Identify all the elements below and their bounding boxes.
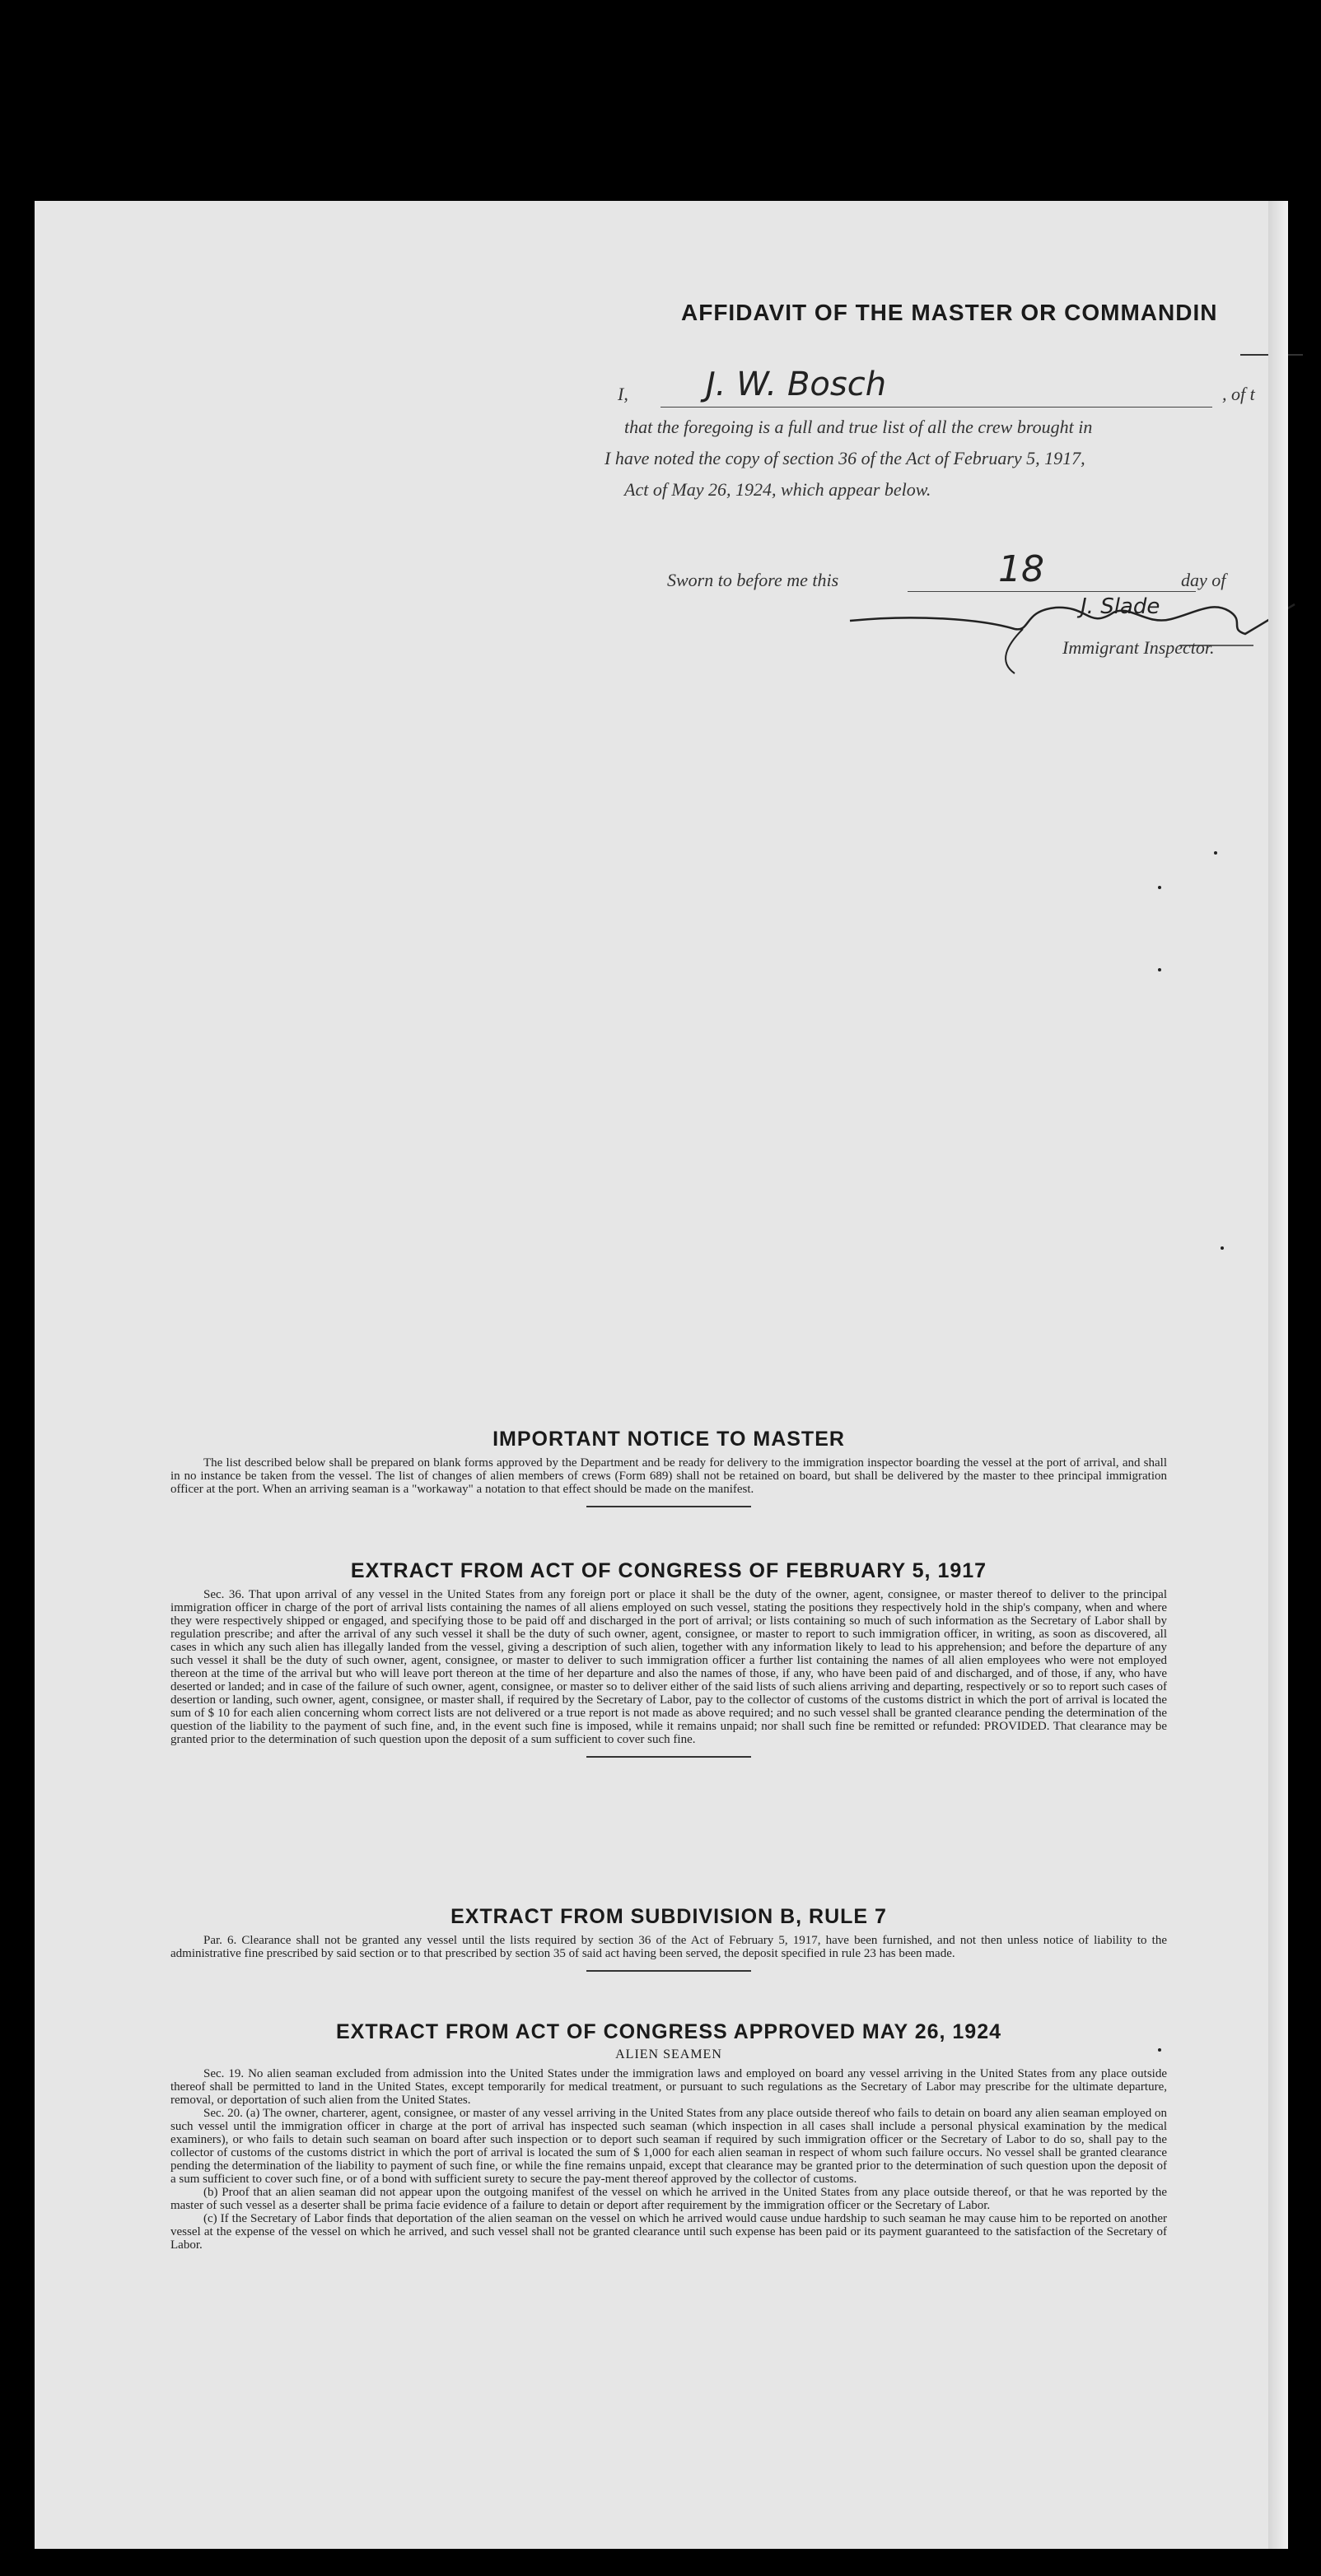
inspector-signature-scrawl xyxy=(817,596,1303,687)
affidavit-title: AFFIDAVIT OF THE MASTER OR COMMANDIN xyxy=(681,300,1218,325)
paragraph-sec-20b: (b) Proof that an alien seaman did not appear upon the outgoing manifest of the vessel on which he arrived in the United States from any place outside thereof, or that he was reported by the master of such vessel as a deserter shall be prima facie evidence of a failure to detain or deport after requirement by the immigration officer or the Secretary of Labor. xyxy=(170,2186,1167,2212)
day-of-text: day of xyxy=(1181,570,1226,590)
important-notice-title: IMPORTANT NOTICE TO MASTER xyxy=(492,1428,845,1451)
paragraph-sec-20c: (c) If the Secretary of Labor finds that deportation of the alien seaman on the vessel on which he arrived would cause undue hardship to such seaman he may cause him to be reported on another vessel at the expense of the vessel on which he arrived, and such vessel shall not be granted clearance until such expense has been paid or its payment guaranteed to the satisfaction of the Secretary of Labor. xyxy=(170,2212,1167,2252)
inspector-signature: J. Slade xyxy=(1081,594,1160,619)
affidavit-line2: that the foregoing is a full and true list of all the crew brought in xyxy=(624,417,1093,437)
affidavit-line3: I have noted the copy of section 36 of the Act of February 5, 1917, xyxy=(604,448,1085,468)
affidavit-line4: Act of May 26, 1924, which appear below. xyxy=(624,479,931,500)
scan-speck xyxy=(1214,851,1217,855)
rule7-title: EXTRACT FROM SUBDIVISION B, RULE 7 xyxy=(450,1905,887,1928)
affidavit-line1-suffix: , of t xyxy=(1222,384,1255,404)
paragraph-sec-20a: Sec. 20. (a) The owner, charterer, agent, consignee, or master of any vessel arriving in the United States from any place outside thereof who fails to detain on board any alien seaman employed on such vessel until the immigration officer in charge at the port of arrival has inspected such seaman (which inspection in all cases shall include a personal physical examination by the medical examiners), or who fails to detain such seaman on board after such inspection or to deport such seaman if required by such immigration officer or the Secretary of Labor to do so, shall pay to the collector of customs of the customs district in which the port of arrival is located the sum of $ 1,000 for each alien seaman in respect of whom such failure occurs. No vessel shall be granted clearance pending the determination of the liability to payment of such fine, or while the fine remains unpaid, except that clearance may be granted prior to the determination of such question upon the deposit of a sum sufficient to cover such fine, or of a bond with sufficient surety to secure the pay-ment thereof approved by the collector of customs. xyxy=(170,2107,1167,2186)
extract-1917-title: EXTRACT FROM ACT OF CONGRESS OF FEBRUARY 5, 1917 xyxy=(350,1559,987,1582)
important-notice-section xyxy=(170,1428,1167,1507)
rule7-section xyxy=(170,1905,1167,1972)
page-edge xyxy=(1268,201,1288,2549)
master-signature: J. W. Bosch xyxy=(706,366,887,403)
important-notice-body: The list described below shall be prepared on blank forms approved by the Department and be ready for delivery to the immigration inspector boarding the vessel at the port of arrival, and shall in no instance be taken from the vessel. The list of changes of alien members of crews (Form 689) shall not be retained on board, but shall be delivered by the master to thee principal immigration officer at the port. When an arriving seaman is a "workaway" a notation to that effect should be made on the manifest. xyxy=(170,1456,1167,1496)
document-sheet xyxy=(35,201,1288,2549)
alien-seamen-subtitle: ALIEN SEAMEN xyxy=(615,2047,722,2061)
name-fill-line xyxy=(660,407,1212,408)
day-fill-line xyxy=(908,591,1196,592)
paragraph-sec-19: Sec. 19. No alien seaman excluded from admission into the United States under the immigration laws and employed on board any vessel arriving in the United States from any place outside thereof shall be permitted to land in the United States, except temporarily for medical treatment, or pursuant to such regulations as the Secretary of Labor may prescribe for the ultimate departure, removal, or deportation of such alien from the United States. xyxy=(170,2067,1167,2107)
scan-speck xyxy=(1158,2048,1161,2052)
extract-1924-title: EXTRACT FROM ACT OF CONGRESS APPROVED MAY 26, 1924 xyxy=(335,2020,1002,2043)
scan-speck xyxy=(1221,1246,1224,1250)
affidavit-line1-prefix: I, xyxy=(618,384,628,404)
section-divider xyxy=(586,1756,751,1758)
sheet-content xyxy=(35,201,1303,2549)
extract-1917-body: Sec. 36. That upon arrival of any vessel in the United States from any foreign port or place it shall be the duty of the owner, agent, consignee, or master thereof to deliver to the principal immigration officer in charge of the port of arrival lists containing the names of all aliens employed on such vessel, stating the positions they respectively hold in the ship's company, when and where they were respectively shipped or engaged, and specifying those to be paid off and discharged in the port of arrival; or lists containing so much of such information as the Secretary of Labor shall by regulation prescribe; and after the arrival of any such vessel it shall be the duty of such owner, agent, consignee, or master to report to such immigration officer, in writing, as soon as discovered, all cases in which any such alien has illegally landed from the vessel, giving a description of such alien, together with any information likely to lead to his apprehension; and before the departure of any such vessel it shall be the duty of such owner, agent, consignee, or master to deliver to such immigration officer a further list containing the names of all alien employees who were not employed thereon at the time of the arrival but who will leave port thereon at the time of her departure and also the names of those, if any, who have been paid of and discharged, and of those, if any, who have deserted or landed; and in case of the failure of such owner, agent, consignee, or master so to deliver either of the said lists of such aliens arriving and departing, respectively or so to report such cases of desertion or landing, such owner, agent, consignee, or master shall, if required by the Secretary of Labor, pay to the collector of customs of the customs district in which the port of arrival is located the sum of $ 10 for each alien concerning whom correct lists are not delivered or a true report is not made as above required; and no such vessel shall be granted clearance pending the determination of the question of the liability to the payment of such fine, and, in the event such fine is imposed, while it remains unpaid; nor shall such fine be remitted or refunded: PROVIDED. That clearance may be granted prior to the determination of such question upon the deposit of a sum sufficient to cover such fine. xyxy=(170,1588,1167,1746)
scan-speck xyxy=(1158,968,1161,971)
section-divider xyxy=(586,1506,751,1507)
sworn-text: Sworn to before me this xyxy=(667,570,839,590)
section-divider xyxy=(586,1970,751,1972)
extract-1924-section xyxy=(170,2020,1167,2252)
extract-1917-section xyxy=(170,1559,1167,1758)
inspector-title: Immigrant Inspector. xyxy=(1062,637,1215,658)
scan-speck xyxy=(1158,886,1161,889)
sworn-day: 18 xyxy=(998,548,1044,590)
rule7-body: Par. 6. Clearance shall not be granted any vessel until the lists required by section 36 of the Act of February 5, 1917, have been furnished, and not then unless notice of liability to the administrative fine prescribed by said section or to that prescribed by section 35 of said act having been served, the deposit specified in rule 23 has been made. xyxy=(170,1934,1167,1960)
